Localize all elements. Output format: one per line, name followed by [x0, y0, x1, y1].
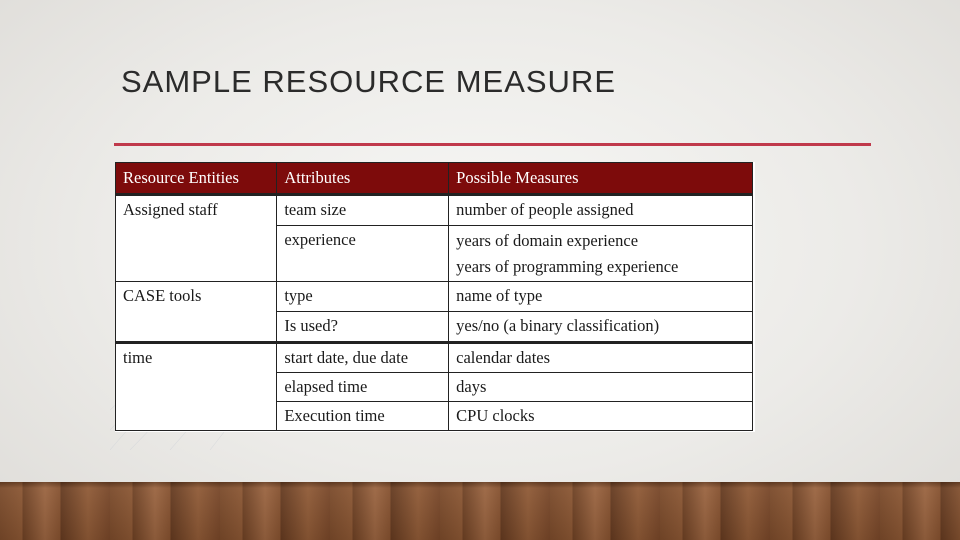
header-resource-entities: Resource Entities [116, 163, 277, 195]
entity-cell: CASE tools [116, 282, 277, 343]
table-row [116, 282, 753, 312]
measure-cell [449, 226, 753, 282]
entity-cell: time [116, 343, 277, 431]
measure-cell: CPU clocks [449, 402, 753, 431]
measure-cell: name of type [449, 282, 753, 312]
measure-line: years of programming experience [456, 257, 679, 277]
measure-line: years of domain experience [456, 231, 639, 251]
attribute-cell: team size [277, 195, 449, 226]
wood-floor-decoration [0, 482, 960, 540]
slide-title: SAMPLE RESOURCE MEASURE [121, 64, 616, 99]
measure-cell: number of people assigned [449, 195, 753, 226]
attribute-cell: Execution time [277, 402, 449, 431]
title-divider [114, 143, 871, 146]
table-row [116, 343, 753, 373]
attribute-cell: start date, due date [277, 343, 449, 373]
attribute-cell: elapsed time [277, 373, 449, 402]
resource-measure-table [115, 162, 753, 431]
header-attributes: Attributes [277, 163, 449, 195]
entity-cell: Assigned staff [116, 195, 277, 282]
attribute-cell: experience [277, 226, 449, 282]
resource-measure-table-container [115, 162, 755, 432]
table-row [116, 195, 753, 226]
measure-cell: yes/no (a binary classification) [449, 312, 753, 343]
attribute-cell: type [277, 282, 449, 312]
table-header-row [116, 163, 753, 195]
header-possible-measures: Possible Measures [449, 163, 753, 195]
measure-cell: days [449, 373, 753, 402]
measure-cell: calendar dates [449, 343, 753, 373]
attribute-cell: Is used? [277, 312, 449, 343]
